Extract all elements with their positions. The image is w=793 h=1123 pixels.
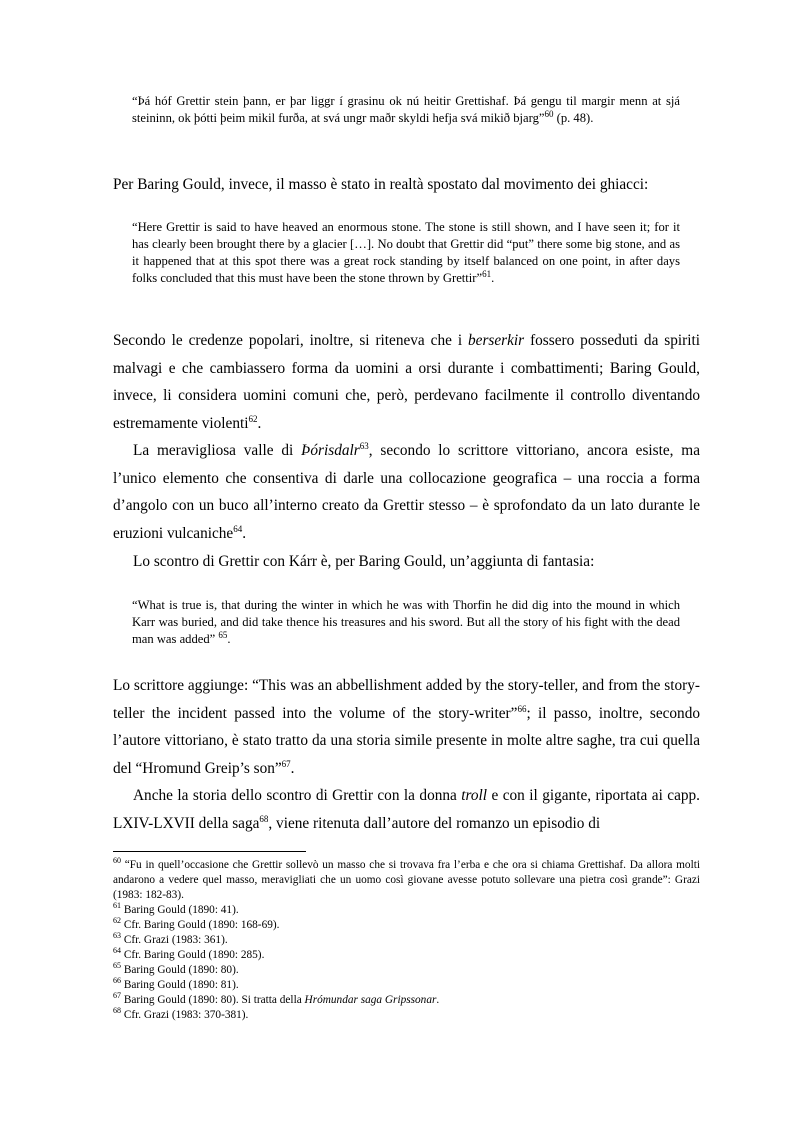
footnote-ref-63[interactable]: 63 xyxy=(359,440,369,451)
paragraph-troll: Anche la storia dello scontro di Grettir con la donna troll e con il gigante, riportata ai capp. LXIV-LXVII della saga$^{68}$, viene ritenuta dall’autore del romanzo un episodio di xyxy=(113,787,700,832)
paragraph-karr: Lo scontro di Grettir con Kárr è, per Baring Gould, un’aggiunta di fantasia: xyxy=(133,553,595,570)
footnote-64: $^{64}$ Cfr. Baring Gould (1890: 285). xyxy=(113,946,265,961)
footnotes-section xyxy=(113,858,700,1023)
term-berserkir: berserkir xyxy=(468,332,525,349)
block-quote-karr: “What is true is, that during the winter in which he was with Thorfin he did dig into the mound in which Karr was buried, and did take thence his treasures and his sword. But all the story of his fight with the dead man was added” $^{65}$. xyxy=(132,598,680,646)
footnote-66: $^{66}$ Baring Gould (1890: 81). xyxy=(113,976,239,991)
footnote-ref-64[interactable]: 64 xyxy=(233,523,243,534)
term-troll: troll xyxy=(461,787,488,804)
footnote-ref-66[interactable]: 66 xyxy=(517,703,527,714)
footnote-ref-60[interactable]: 60 xyxy=(544,108,554,119)
paragraph-thorisdalr: La meravigliosa valle di Þórisdalr$^{63}$, secondo lo scrittore vittoriano, ancora esiste, ma l’unico elemento che consentiva di darle una collocazione geografica – una roccia a forma d’angolo con un buco all’interno creato da Grettir stesso – è sprofondato da un lato durante le eruzioni vulcaniche$^{64}$. xyxy=(113,440,700,542)
footnote-ref-65[interactable]: 65 xyxy=(218,629,228,640)
footnote-65: $^{65}$ Baring Gould (1890: 80). xyxy=(113,961,239,976)
footnote-ref-68[interactable]: 68 xyxy=(259,813,269,824)
footnote-separator xyxy=(113,851,306,852)
footnote-ref-62[interactable]: 62 xyxy=(248,413,258,424)
footnote-67: $^{67}$ Baring Gould (1890: 80). Si tratta della Hrómundar saga Gripssonar. xyxy=(113,991,440,1006)
footnote-61: $^{61}$ Baring Gould (1890: 41). xyxy=(113,901,239,916)
footnote-60: $^{60}$ “Fu in quell’occasione che Grettir sollevò un masso che si trovava fra l’erba e che ora si chiama Grettishaf. Da allora molti andarono a vedere quel masso, meravigliati che un uomo così giovane avesse potuto sollevare una pietra così grande”: Grazi (1983: 182-83). xyxy=(113,856,700,901)
block-quote-old-norse: “Þá hóf Grettir stein þann, er þar liggr í grasinu ok nú heitir Grettishaf. Þá gengu til margir menn at sjá steininn, ok þótti þeim mikil furða, at svá ungr maðr skyldi hefja svá mikið bjarg”$^{60}$ (p. 48). xyxy=(132,94,680,125)
footnote-62: $^{62}$ Cfr. Baring Gould (1890: 168-69). xyxy=(113,916,280,931)
block-quote-baring-gould-stone: “Here Grettir is said to have heaved an enormous stone. The stone is still shown, and I have seen it; for it has clearly been brought there by a glacier […]. No doubt that Grettir did “put” there some big stone, and as it happened that at this spot there was a great rock standing by itself balanced on one point, in after days folks concluded that this must have been the stone thrown by Grettir”$^{61}$. xyxy=(132,220,680,285)
paragraph-berserkir: Secondo le credenze popolari, inoltre, si riteneva che i berserkir fossero posseduti da spiriti malvagi e che cambiassero forma da uomini a orsi durante i combattimenti; Baring Gould, invece, li considera uomini comuni che, però, perdevano facilmente il controllo diventando estremamente violenti$^{62}$. xyxy=(113,332,700,432)
footnote-68: $^{68}$ Cfr. Grazi (1983: 370-381). xyxy=(113,1006,249,1021)
paragraph-abbellishment: Lo scrittore aggiunge: “This was an abbellishment added by the story-teller, and from the story-teller the incident passed into the volume of the story-writer”$^{66}$; il passo, inoltre, secondo l’autore vittoriano, è stato tratto da una storia simile presente in molte altre saghe, tra cui quella del “Hromund Greip’s son”$^{67}$. xyxy=(113,677,700,777)
term-thorisdalr: Þórisdalr xyxy=(301,442,360,459)
paragraph-intro-glacier: Per Baring Gould, invece, il masso è stato in realtà spostato dal movimento dei ghiacci: xyxy=(113,176,649,193)
footnote-ref-67[interactable]: 67 xyxy=(281,758,291,769)
footnote-ref-61[interactable]: 61 xyxy=(482,268,492,279)
footnote-63: $^{63}$ Cfr. Grazi (1983: 361). xyxy=(113,931,228,946)
